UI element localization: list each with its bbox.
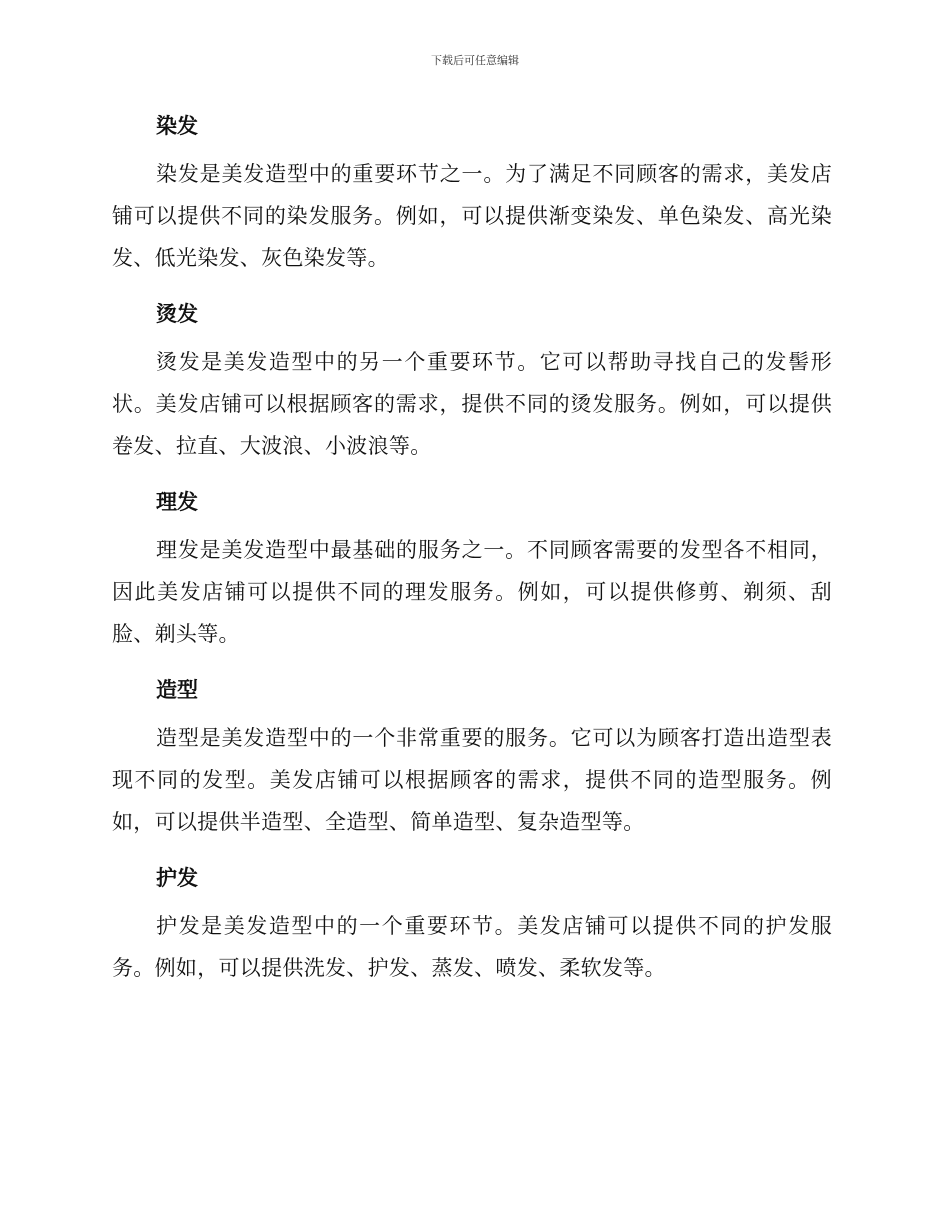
section-heading: 护发: [156, 866, 198, 890]
section-heading: 染发: [156, 114, 198, 138]
section-paragraph: 理发是美发造型中最基础的服务之一。不同顾客需要的发型各不相同，因此美发店铺可以提供不同的理发服务。例如，可以提供修剪、剃须、刮脸、剃头等。: [112, 538, 832, 646]
section-paragraph: 护发是美发造型中的一个重要环节。美发店铺可以提供不同的护发服务。例如，可以提供洗发、护发、蒸发、喷发、柔软发等。: [112, 914, 832, 980]
section-dyeing: [112, 110, 832, 279]
section-paragraph: 染发是美发造型中的重要环节之一。为了满足不同顾客的需求，美发店铺可以提供不同的染发服务。例如，可以提供渐变染发、单色染发、高光染发、低光染发、灰色染发等。: [112, 162, 832, 270]
document-content: [112, 110, 832, 1008]
section-heading: 烫发: [156, 302, 198, 326]
section-paragraph: 造型是美发造型中的一个非常重要的服务。它可以为顾客打造出造型表现不同的发型。美发店铺可以根据顾客的需求，提供不同的造型服务。例如，可以提供半造型、全造型、简单造型、复杂造型等。: [112, 726, 832, 834]
section-heading: 造型: [156, 678, 198, 702]
page-header: 下载后可任意编辑: [431, 54, 519, 67]
section-perming: [112, 298, 832, 467]
section-haircut: [112, 486, 832, 655]
section-paragraph: 烫发是美发造型中的另一个重要环节。它可以帮助寻找自己的发髻形状。美发店铺可以根据顾客的需求，提供不同的烫发服务。例如，可以提供卷发、拉直、大波浪、小波浪等。: [112, 350, 832, 458]
section-hair-care: [112, 862, 832, 989]
section-styling: [112, 674, 832, 843]
section-heading: 理发: [156, 490, 198, 514]
